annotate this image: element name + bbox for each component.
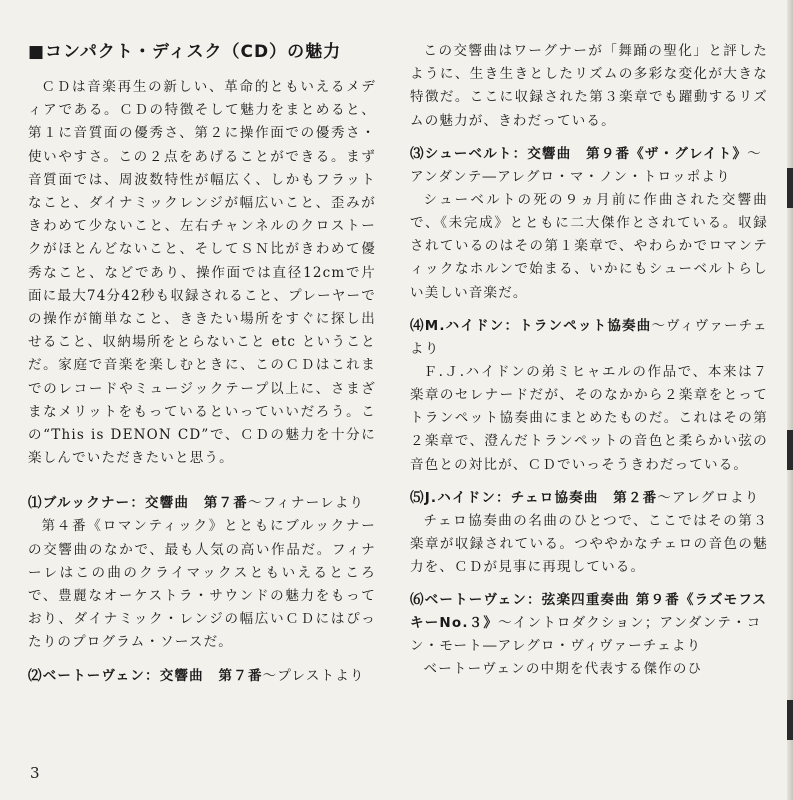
track-3-heading [410,143,768,189]
edge-mark [787,168,793,208]
track-3-title: ⑶シューベルト：交響曲 第９番《ザ・グレイト》 [410,145,748,162]
page-number: 3 [30,764,40,782]
intro-paragraph: ＣＤは音楽再生の新しい、革命的ともいえるメディアである。ＣＤの特徴そして魅力をまとめると、第１に音質面の優秀さ、第２に操作面での優秀さ・使いやすさ。この２点をあげることができる。まず音質面では、周波数特性が幅広く、しかもフラットなこと、ダイナミックレンジが幅広いこと、歪みがきわめて少ないこと、左右チャンネルのクロストークがほとんどないこと、そしてＳＮ比がきわめて優秀なこと、などであり、操作面では直径12cmで片面に最大74分42秒も収録されること、プレーヤーでの操作が簡単なこと、ききたい場所をすぐに探し出せること、収納場所をとらないこと etc ということだ。家庭で音楽を楽しむときに、このＣＤはこれまでのレコードやミュージックテープ以上に、さまざまなメリットをもっているといっていいだろう。この“This is DENON CD”で、ＣＤの魅力を十分に楽しんでいただきたいと思う。 [28,79,376,467]
track-2-heading [28,665,376,688]
track-2-movement: ～プレストより [262,667,365,684]
track-6-description: ベートーヴェンの中期を代表する傑作のひ [423,661,703,678]
track-1-movement: ～フィナーレより [247,495,365,512]
track-5-description: チェロ協奏曲の名曲のひとつで、ここではその第３楽章が収録されている。つややかなチェロの音色の魅力を、ＣＤが見事に再現している。 [410,512,768,576]
track-4-heading [410,315,768,361]
track-2-description: この交響曲はワーグナーが「舞踊の聖化」と評したように、生き生きとしたリズムの多彩な変化が大きな特徴だ。ここに収録された第３楽章でも躍動するリズムの魅力が、きわだっている。 [410,43,768,129]
track-1-heading [28,492,376,515]
track-6-title: ⑹ベートーヴェン：弦楽四重奏曲 第９番《ラズモフスキーNo.３》 [410,592,768,632]
track-1-title: ⑴ブルックナー：交響曲 第７番 [28,495,248,512]
track-4-title: ⑷M.ハイドン：トランペット協奏曲 [410,317,652,334]
section-title: ■コンパクト・ディスク（CD）の魅力 [28,42,342,62]
track-5-title: ⑸J.ハイドン：チェロ協奏曲 第２番 [410,489,658,506]
track-5-movement: ～アレグロより [657,489,760,506]
track-6-heading [410,589,768,658]
track-3-description: シューベルトの死の９ヵ月前に作曲された交響曲で、《未完成》とともに二大傑作とされている。収録されているのはその第１楽章で、やわらかでロマンティックなホルンで始まる、いかにもシューベルトらしい美しい音楽だ。 [410,191,768,301]
track-5-heading [410,487,768,510]
edge-mark [787,700,793,740]
track-6-movement: ～イントロダクション；アンダンテ・コン・モート―アレグロ・ヴィヴァーチェより [410,615,762,655]
track-1-description: 第４番《ロマンティック》とともにブルックナーの交響曲のなかで、最も人気の高い作品だ。フィナーレはこの曲のクライマックスともいえるところで、豊麗なオーケストラ・サウンドの魅力をもっており、ダイナミック・レンジの幅広いＣＤにはぴったりのプログラム・ソースだ。 [28,518,376,651]
track-4-description: Ｆ.Ｊ.ハイドンの弟ミヒャエルの作品で、本来は７楽章のセレナードだが、そのなかから２楽章をとってトランペット協奏曲にまとめたものだ。これはその第２楽章で、澄んだトランペットの音色と柔らかい弦の音色との対比が、ＣＤでいっそうきわだっている。 [410,363,768,473]
binding-edge [787,0,793,800]
track-4-movement: ～ヴィヴァーチェより [410,317,768,357]
right-column [410,40,768,682]
edge-mark [787,430,793,470]
track-2-title: ⑵ベートーヴェン：交響曲 第７番 [28,667,263,684]
left-column [28,40,376,688]
track-3-movement: ～アンダンテ―アレグロ・マ・ノン・トロッポより [410,145,762,185]
